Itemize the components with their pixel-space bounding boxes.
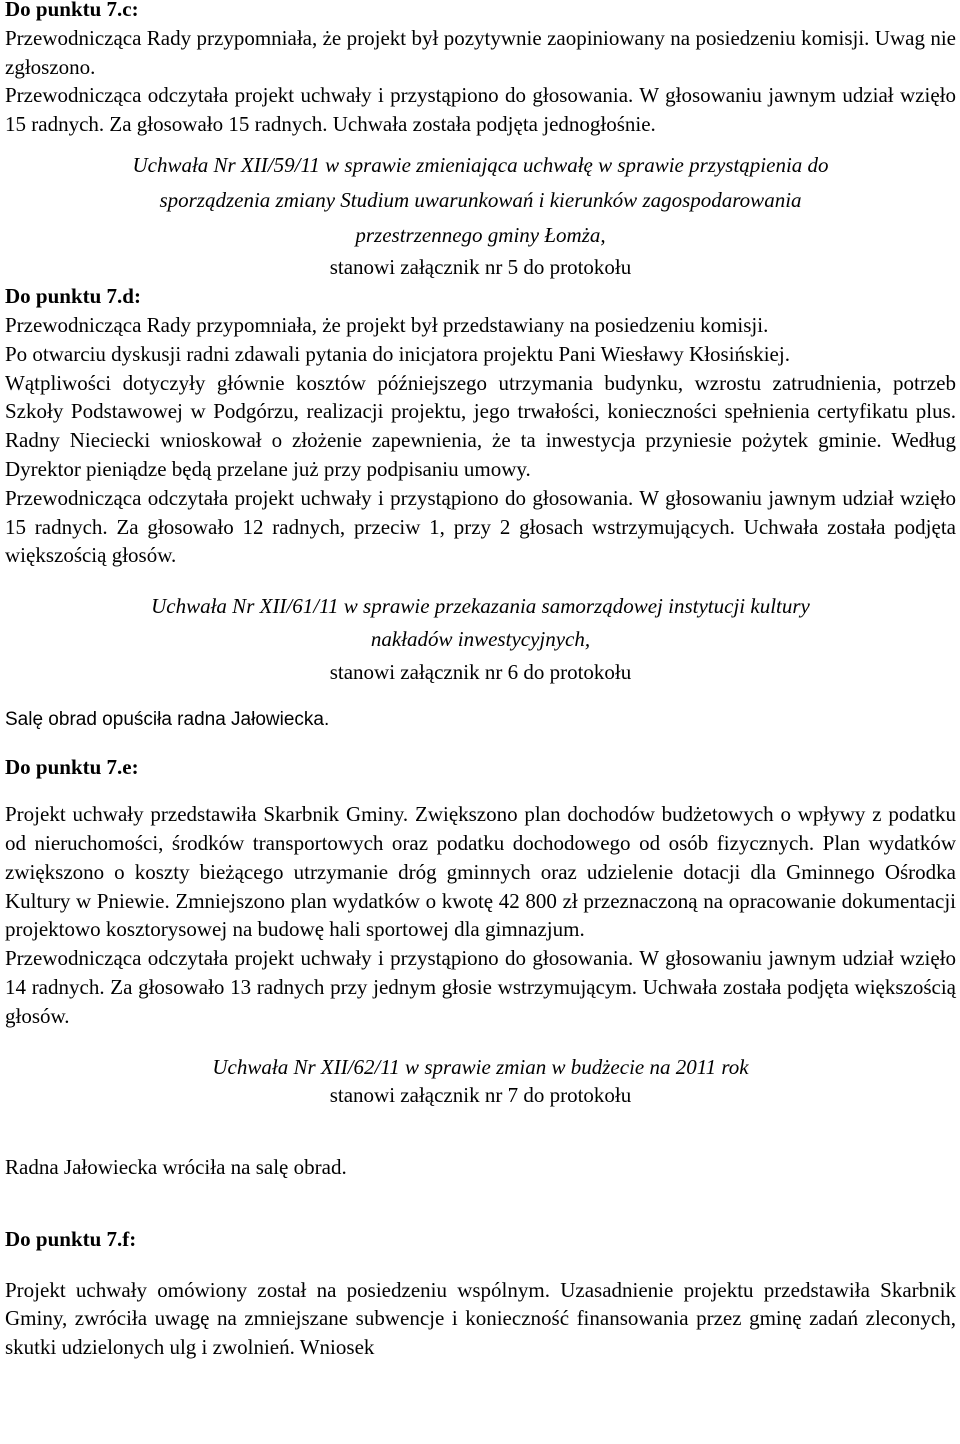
attachment-note: stanowi załącznik nr 5 do protokołu bbox=[329, 255, 632, 280]
paragraph: Przewodnicząca odczytała projekt uchwały i przystąpiono do głosowania. W głosowaniu jawnym udział wzięło 14 radnych. Za głosowało 13 radnych przy jednym głosie wstrzymującym. Uchwała została podjęta większością głosów. bbox=[5, 946, 956, 1028]
section-heading-7d: Do punktu 7.d: bbox=[5, 284, 141, 309]
paragraph: Przewodnicząca Rady przypomniała, że projekt był przedstawiany na posiedzeniu komisji. bbox=[5, 312, 769, 337]
document-page bbox=[5, 0, 956, 1362]
paragraph: Przewodnicząca odczytała projekt uchwały i przystąpiono do głosowania. W głosowaniu jawnym udział wzięło 15 radnych. Za głosowało 12 radnych, przeciw 1, przy 2 głosach wstrzymujących. Uchwała została podjęta większością głosów. bbox=[5, 485, 956, 568]
section-heading-7e: Do punktu 7.e: bbox=[5, 755, 139, 780]
section-heading-7c: Do punktu 7.c: bbox=[5, 0, 139, 21]
paragraph: Wątpliwości dotyczyły głównie kosztów późniejszego utrzymania budynku, wzrostu zatrudnienia, potrzeb Szkoły Podstawowej w Podgórzu, realizacji projektu, jego trwałości, konieczności spełnienia certyfikatu plus. Radny Nieciecki wnioskował o złożenie zapewnienia, że ta inwestycja przyniesie pożytek gminie. Według Dyrektor pieniądze będą przelane już przy podpisaniu umowy. bbox=[5, 370, 956, 481]
resolution-title: sporządzenia zmiany Studium uwarunkowań i kierunków zagospodarowania bbox=[159, 187, 802, 212]
resolution-title: Uchwała Nr XII/62/11 w sprawie zmian w budżecie na 2011 rok bbox=[212, 1054, 749, 1079]
room-note: Salę obrad opuściła radna Jałowiecka. bbox=[5, 708, 330, 730]
paragraph: Projekt uchwały przedstawiła Skarbnik Gminy. Zwiększono plan dochodów budżetowych o wpływy z podatku od nieruchomości, środków transportowych oraz podatku dochodowego od osób fizycznych. Plan wydatków zwiększono o koszty bieżącego utrzymanie dróg gminnych oraz udzielenie dotacji dla Gminnego Ośrodka Kultury w Pniewie. Zmniejszono plan wydatków o kwotę 42 800 zł przeznaczoną na opracowanie dokumentacji projektowo kosztorysowej na budowę hali sportowej dla gimnazjum. bbox=[5, 802, 956, 942]
paragraph: Przewodnicząca odczytała projekt uchwały i przystąpiono do głosowania. W głosowaniu jawnym udział wzięło 15 radnych. Za głosowało 15 radnych. Uchwała została podjęta jednogłośnie. bbox=[5, 83, 956, 137]
paragraph: Po otwarciu dyskusji radni zdawali pytania do inicjatora projektu Pani Wiesławy Kłosińskiej. bbox=[5, 341, 790, 366]
room-note: Radna Jałowiecka wróciła na salę obrad. bbox=[5, 1155, 347, 1180]
resolution-title: Uchwała Nr XII/59/11 w sprawie zmieniająca uchwałę w sprawie przystąpienia do bbox=[132, 152, 829, 177]
paragraph: Projekt uchwały omówiony został na posiedzeniu wspólnym. Uzasadnienie projektu przedstawiła Skarbnik Gminy, zwróciła uwagę na zmniejszane subwencje i konieczność finansowania przez gminę zadań zleconych, skutki udzielonych ulg i zwolnień. Wniosek bbox=[5, 1277, 956, 1360]
resolution-title: przestrzennego gminy Łomża, bbox=[355, 222, 606, 247]
section-heading-7f: Do punktu 7.f: bbox=[5, 1226, 137, 1251]
attachment-note: stanowi załącznik nr 6 do protokołu bbox=[329, 659, 632, 684]
attachment-note: stanowi załącznik nr 7 do protokołu bbox=[329, 1083, 632, 1108]
resolution-title: Uchwała Nr XII/61/11 w sprawie przekazania samorządowej instytucji kultury bbox=[151, 594, 810, 619]
resolution-title: nakładów inwestycyjnych, bbox=[370, 626, 591, 651]
paragraph: Przewodnicząca Rady przypomniała, że projekt był pozytywnie zaopiniowany na posiedzeniu komisji. Uwag nie zgłoszono. bbox=[5, 25, 956, 79]
